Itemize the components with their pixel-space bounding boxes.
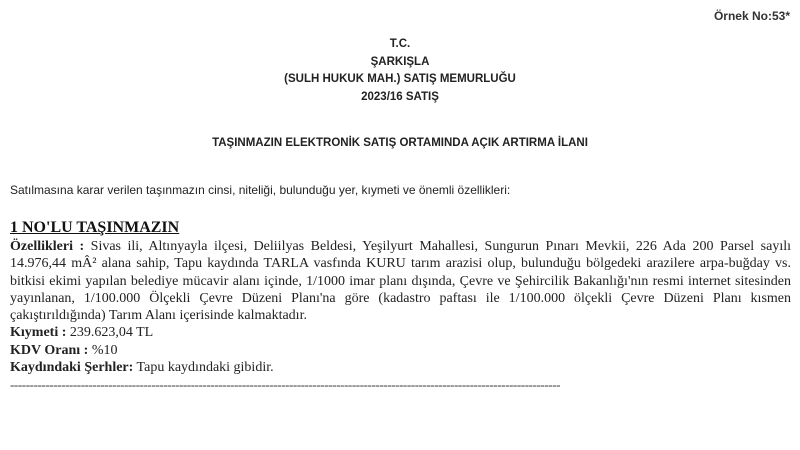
property-vat: [10, 342, 791, 359]
separator-line: --------------------------------------------------------------------------------------------------------------------------------------------: [10, 377, 561, 393]
property-features: [10, 238, 791, 324]
example-number: Örnek No:53*: [713, 9, 790, 23]
annotations-label: Kaydındaki Şerhler:: [10, 360, 134, 376]
document-header: [0, 36, 800, 106]
annotations-text: Tapu kaydındaki gibidir.: [136, 360, 274, 376]
header-office: (SULH HUKUK MAH.) SATIŞ MEMURLUĞU: [284, 73, 516, 85]
vat-text: %10: [91, 342, 118, 358]
intro-text: Satılmasına karar verilen taşınmazın cinsi, niteliği, bulunduğu yer, kıymeti ve önemli özellikleri:: [10, 183, 511, 197]
header-file-number: 2023/16 SATIŞ: [361, 90, 439, 103]
value-label: Kıymeti :: [10, 325, 67, 341]
property-annotations: [10, 359, 791, 376]
property-heading: 1 NO'LU TAŞINMAZIN: [10, 219, 180, 236]
vat-label: KDV Oranı :: [10, 342, 89, 358]
value-text: 239.623,04 TL: [69, 325, 154, 341]
property-value: [10, 324, 791, 341]
header-state: T.C.: [389, 38, 411, 50]
property-section: [10, 219, 791, 393]
features-label: Özellikleri :: [10, 239, 85, 254]
features-text: Sivas ili, Altınyayla ilçesi, Deliilyas Beldesi, Yeşilyurt Mahallesi, Sungurun Pınarı Mevkii, 226 Ada 200 Parsel sayılı 14.976,44 mÂ² alana sahip, Tapu kaydında TARLA vasfında KURU tarım arazisi olup, bulunduğu bölgedeki arazilere arpa-buğday vs. bitkisi ekimi yapılan belediye mücavir alanı içinde, 1/1000 imar planı dışında, Çevre ve Şehircilik Bakanlığı'nın resmi internet sitesinden yayınlanan, 1/100.000 Ölçekli Çevre Düzeni Planı'na göre (kadastro paftası ile 1/100.000 ölçekli Çevre Düzeni Planı kısmen çakıştırıldığında) Tarım Alanı içerisinde kalmaktadır.: [10, 239, 791, 324]
announcement-title: TAŞINMAZIN ELEKTRONİK SATIŞ ORTAMINDA AÇIK ARTIRMA İLANI: [212, 137, 588, 149]
header-district: ŞARKIŞLA: [370, 55, 430, 68]
